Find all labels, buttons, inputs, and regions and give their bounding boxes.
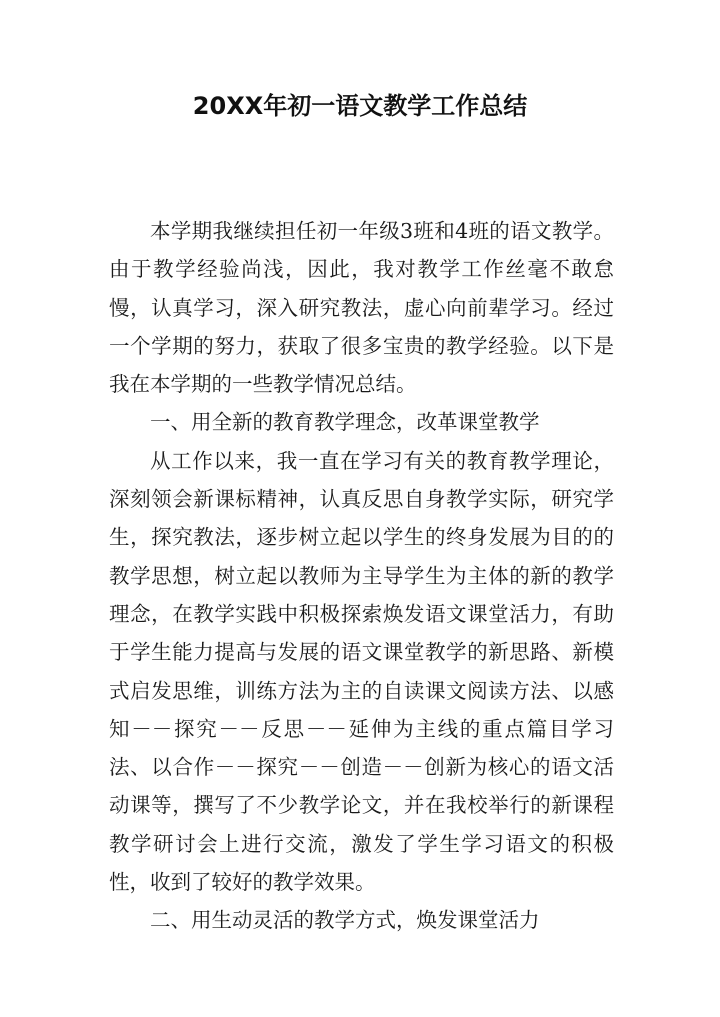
section-heading-1: 一、用全新的教育教学理念，改革课堂教学 <box>150 410 540 435</box>
section-heading-2: 二、用生动灵活的教学方式，焕发课堂活力 <box>150 908 540 933</box>
document-body <box>109 212 614 940</box>
paragraph-intro: 本学期我继续担任初一年级3班和4班的语文教学。由于教学经验尚浅，因此，我对教学工作丝毫不敢怠慢，认真学习，深入研究教法，虚心向前辈学习。经过一个学期的努力，获取了很多宝贵的教学经验。以下是我在本学期的一些教学情况总结。 <box>109 219 614 397</box>
paragraph-section-1: 从工作以来，我一直在学习有关的教育教学理论，深刻领会新课标精神，认真反思自身教学实际，研究学生，探究教法，逐步树立起以学生的终身发展为目的的教学思想，树立起以教师为主导学生为主体的新的教学理念，在教学实践中积极探索焕发语文课堂活力，有助于学生能力提高与发展的语文课堂教学的新思路、新模式启发思维，训练方法为主的自读课文阅读方法、以感知－－探究－－反思－－延伸为主线的重点篇目学习法、以合作－－探究－－创造－－创新为核心的语文活动课等，撰写了不少教学论文，并在我校举行的新课程教学研讨会上进行交流，激发了学生学习语文的积极性，收到了较好的教学效果。 <box>109 448 614 895</box>
document-title: 20XX年初一语文教学工作总结 <box>192 92 528 120</box>
